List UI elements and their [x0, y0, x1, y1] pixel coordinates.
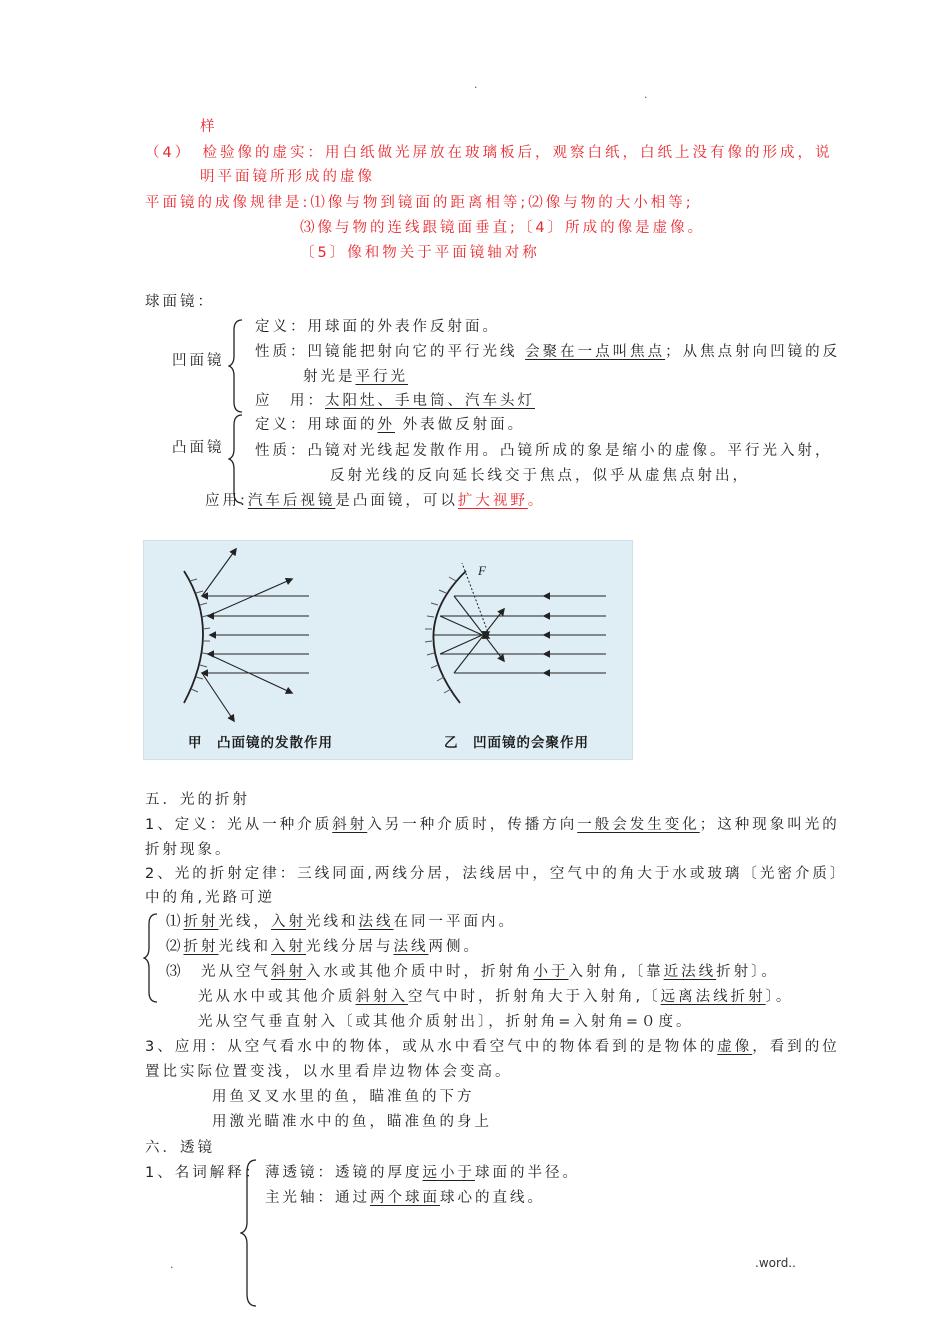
convex-definition: 定义：用球面的外 外表做反射面。: [255, 417, 526, 433]
law-point-5: 光从空气垂直射入〔或其他介质射出〕，折射角=入射角=０度。: [198, 1014, 694, 1030]
law-point-4: 光从水中或其他介质斜射入空气中时，折射角大于入射角,〔远离法线折射〕。: [198, 989, 794, 1005]
left-brace-icon: [240, 1158, 260, 1308]
section-title: 球面镜：: [145, 294, 215, 310]
footer-dot: .: [170, 1258, 174, 1271]
lens-terms-label: 1、名词解释：: [145, 1165, 263, 1181]
example-line: 用鱼叉叉水里的鱼，瞄准鱼的下方: [212, 1089, 475, 1105]
refraction-definition: 1、定义：光从一种介质斜射入另一种介质时，传播方向一般会发生变化；这种现象叫光的: [145, 817, 840, 833]
mirror-diagram: [144, 541, 632, 759]
text-line: 明平面镜所形成的虚像: [200, 169, 375, 185]
section-title: 六．透镜: [145, 1140, 215, 1156]
text-line: 平面镜的成像规律是:⑴像与物到镜面的距离相等;⑵像与物的大小相等;: [145, 195, 694, 211]
concave-mirror: [425, 563, 606, 703]
concave-definition: 定义：用球面的外表作反射面。: [255, 319, 500, 335]
text-line: （4） 检验像的虚实：用白纸做光屏放在玻璃板后，观察白纸，白纸上没有像的形成，说: [145, 145, 833, 161]
refraction-law-cont: 中的角,光路可逆: [145, 890, 276, 906]
convex-property: 性质：凸镜对光线起发散作用。凸镜所成的象是缩小的虚像。平行光入射，: [255, 443, 833, 459]
concave-property-cont: 射光是平行光: [303, 369, 408, 385]
focus-label: F: [478, 563, 486, 578]
header-dot: .: [644, 88, 648, 101]
caption-concave: 乙 凹面镜的会聚作用: [444, 735, 589, 751]
convex-mirror: [184, 549, 309, 721]
convex-label: 凸面镜: [172, 440, 225, 456]
example-line: 用激光瞄准水中的鱼，瞄准鱼的身上: [212, 1114, 492, 1130]
refraction-application-cont: 置比实际位置变浅，以水里看岸边物体会变高。: [145, 1064, 513, 1080]
concave-application: 应 用：太阳灶、手电筒、汽车头灯: [255, 393, 535, 409]
law-point-2: ⑵折射光线和入射光线分居与法线两侧。: [166, 939, 481, 955]
text-line: ⑶像与物的连线跟镜面垂直;〔4〕所成的像是虚像。: [300, 220, 706, 236]
text-line: 〔5〕像和物关于平面镜轴对称: [300, 245, 540, 261]
thin-lens-term: 薄透镜：透镜的厚度远小于球面的半径。: [265, 1165, 580, 1181]
convex-property-cont: 反射光线的反向延长线交于焦点，似乎从虚焦点射出，: [330, 468, 750, 484]
convex-application: 应用:汽车后视镜是凸面镜，可以扩大视野。: [205, 493, 546, 509]
main-axis-term: 主光轴：通过两个球面球心的直线。: [265, 1190, 545, 1206]
concave-label: 凹面镜: [172, 353, 225, 369]
law-point-3: ⑶ 光从空气斜射入水或其他介质中时，折射角小于入射角,〔靠近法线折射〕。: [166, 964, 779, 980]
concave-property: 性质：凹镜能把射向它的平行光线 会聚在一点叫焦点；从焦点射向凹镜的反: [255, 344, 841, 360]
header-dot: .: [474, 78, 478, 91]
text-line: 样: [200, 119, 218, 135]
footer-word: .word..: [755, 1256, 796, 1270]
left-brace-icon: [143, 912, 161, 1004]
refraction-application: 3、应用：从空气看水中的物体，或从水中看空气中的物体看到的是物体的虚像，看到的位: [145, 1039, 840, 1055]
caption-convex: 甲 凸面镜的发散作用: [188, 735, 333, 751]
refraction-definition-cont: 折射现象。: [145, 842, 233, 858]
section-title: 五．光的折射: [145, 792, 250, 808]
left-brace-icon: [228, 318, 246, 414]
mirror-figure: [143, 540, 633, 760]
refraction-law: 2、光的折射定律：三线同面,两线分居，法线居中，空气中的角大于水或玻璃〔光密介质〕: [145, 866, 848, 882]
law-point-1: ⑴折射光线，入射光线和法线在同一平面内。: [166, 914, 516, 930]
